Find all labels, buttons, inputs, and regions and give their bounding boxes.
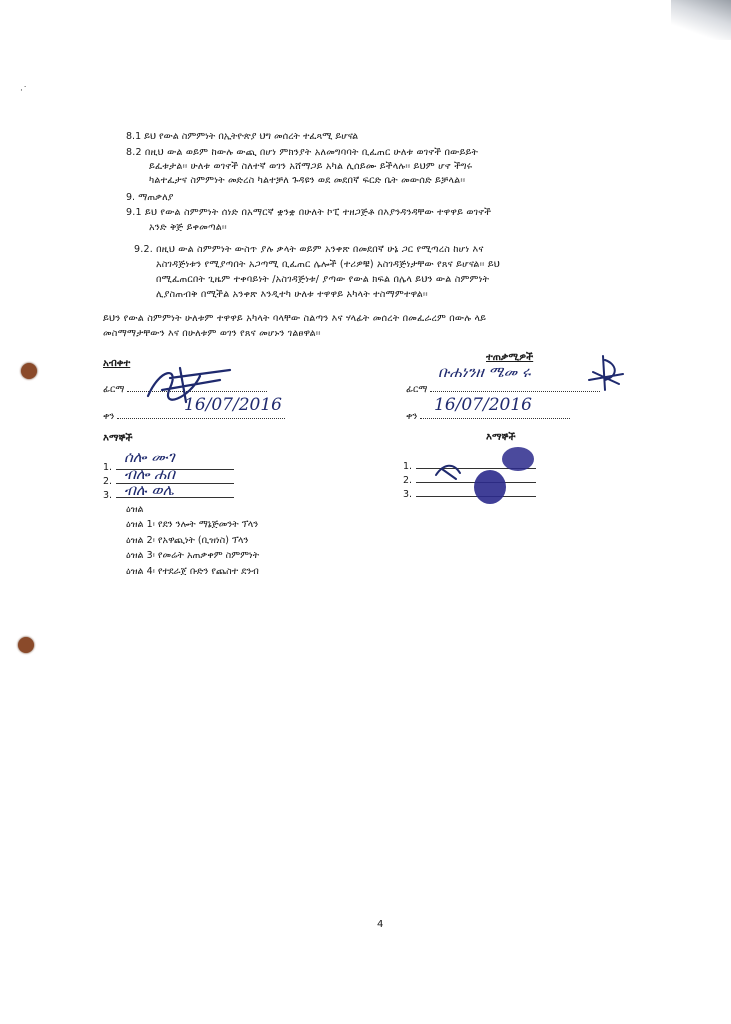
left-sign-label: ፊርማ — [103, 384, 125, 395]
clause-8-1: 8.1 ይህ የውል ስምምነት በኢትዮጵያ ህግ መሰረት ተፈጻሚ ይሆናል — [126, 131, 359, 142]
annex-title: ዕዝል — [126, 504, 144, 515]
annex-item-2: ዕዝል 2፡ የአዋጪነት (ቢዝነስ) ፕላን — [126, 535, 249, 546]
clause-8-2-line-2: ይፈቱታል፡፡ ሁለቱ ወገኖች ስለተኛ ወገን አሸማጋይ አካል ሊሰይሙ ይችላሉ፡፡ ይህም ሆኖ ችግሩ — [149, 161, 473, 172]
page-corner-shadow — [671, 0, 731, 40]
punch-hole-bottom — [18, 637, 34, 653]
right-witness-number: 2. — [403, 475, 413, 486]
right-party-signature — [583, 350, 629, 394]
left-witness-2-signature: ብሎ ሐበ — [124, 465, 175, 483]
left-witness-title: እማኞች — [103, 433, 133, 444]
clause-8-2-line-1: 8.2 በዚህ ውል ወይም ከውሉ ውጪ በሆነ ምክንያት አለመግባባት ቢፈጠር ሁለቱ ወገኖች በውይይት — [126, 147, 479, 158]
punch-hole-top — [21, 363, 37, 379]
clause-9-1-line-1: 9.1 ይህ የውል ስምምነት ሰነድ በአማርኛ ቋንቋ በሁለት ኮፒ ተዘጋጅቶ በእያንዳንዳቸው ተዋዋይ ወገኖች — [126, 207, 492, 218]
clause-9-2-line-4: ሊያስጠብቅ በሚችል አንቀጽ እንዲተካ ሁለቱ ተዋዋይ አካላት ተስማምተዋል፡፡ — [156, 289, 428, 300]
page-number: 4 — [377, 919, 384, 930]
closing-line-2: መስማማታቸውን እና በሁለቱም ወገን የጸና መሆኑን ገልፀዋል፡፡ — [103, 328, 321, 339]
clause-9-1-line-2: አንድ ቅጅ ይቀመጣል፡፡ — [149, 222, 227, 233]
section-9-heading: 9. ማጠቃለያ — [126, 192, 174, 203]
right-witness-number: 1. — [403, 461, 413, 472]
right-date-handwritten: 16/07/2016 — [434, 395, 532, 415]
clause-9-2-line-2: አስገዳጅነቱን የሚያጣበት አጋጣሚ ቢፈጠር ሌሎች (ተሪዎቹ) አስገዳጅነታቸው የጸና ይሆናል፡፡ ይህ — [156, 259, 500, 270]
clause-9-2-line-3: በሚፈጠርበት ጊዜም ተቀባይነት /አስገዳጅነቱ/ ያጣው የውል ክፍል በሌላ ይህን ውል ስምምነት — [156, 274, 490, 285]
right-sign-line — [430, 381, 600, 392]
left-witness-1-signature: ሰሎ ሙገ — [124, 448, 175, 466]
annex-item-1: ዕዝል 1፡ የደን ንሎት ማኔጅመንት ፕላን — [126, 519, 259, 530]
left-witness-number: 1. — [103, 462, 113, 473]
clause-9-2-line-1: 9.2. በዚህ ውል ስምምነት ውስጥ ያሉ ቃላት ወይም አንቀጽ በመደበኛ ሁኔ ጋር የሚጣረስ ከሆነ እና — [134, 244, 484, 255]
annex-item-4: ዕዝል 4፡ የተደራጀ ቡድን የጨስተ ደንብ — [126, 566, 259, 577]
left-witness-3-signature: ብሉ ወሌ — [124, 481, 174, 499]
scan-speck: ·˙ — [20, 86, 28, 96]
right-party-name-handwritten: ቡሐነንዘ ሜመ ሩ — [438, 363, 531, 381]
right-sign-field — [406, 381, 600, 395]
closing-line-1: ይህን የውል ስምምነት ሁለቱም ተዋዋይ አካላት ባላቸው ስልጣን እና ሃላፊት መሰረት በመፈራረም በውሉ ላይ — [103, 313, 487, 324]
left-party-title: አብቀተ — [103, 358, 131, 369]
right-witness-number: 3. — [403, 489, 413, 500]
left-date-label: ቀን — [103, 411, 115, 422]
left-witness-number: 2. — [103, 476, 113, 487]
left-date-handwritten: 16/07/2016 — [184, 395, 282, 415]
right-witness-title: እማኞች — [486, 432, 516, 443]
clause-8-2-line-3: ካልተፈታና ስምምነት መድረስ ካልተቻለ ጉዳዩን ወደ መደበኛ ፍርድ ቤት መውሰድ ይቻላል፡፡ — [149, 175, 466, 186]
right-date-label: ቀን — [406, 411, 418, 422]
right-witness-thumbprints — [430, 445, 540, 507]
left-witness-number: 3. — [103, 490, 113, 501]
right-party-title: ተጠቃሚዎች — [486, 352, 534, 363]
right-sign-label: ፊርማ — [406, 384, 428, 395]
annex-item-3: ዕዝል 3፡ የመሬት አጠቃቀም ስምምነት — [126, 550, 260, 561]
